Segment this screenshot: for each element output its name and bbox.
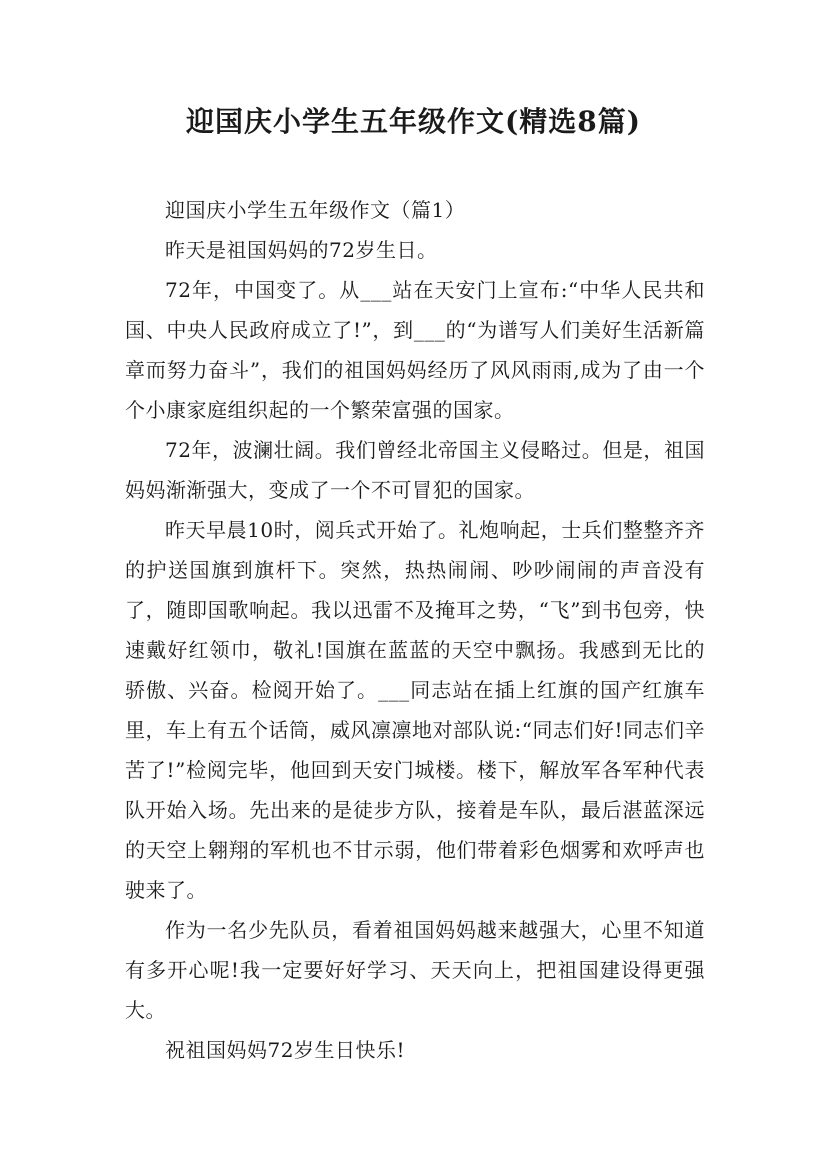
paragraph: 昨天是祖国妈妈的72岁生日。 [165, 238, 438, 262]
paragraph: 作为一名少先队员，看着祖国妈妈越来越强大，心里不知道有多开心呢!我一定要好好学习、天天向上，把祖国建设得更强大。 [125, 918, 705, 1022]
document-body [125, 190, 705, 1070]
section-heading: 迎国庆小学生五年级作文（篇1） [165, 198, 466, 222]
paragraph: 昨天早晨10时，阅兵式开始了。礼炮响起，士兵们整整齐齐的护送国旗到旗杆下。突然，热热闹闹、吵吵闹闹的声音没有了，随即国歌响起。我以迅雷不及掩耳之势，“飞”到书包旁，快速戴好红领巾，敬礼!国旗在蓝蓝的天空中飘扬。我感到无比的骄傲、兴奋。检阅开始了。___同志站在插上红旗的国产红旗车里，车上有五个话筒，威风凛凛地对部队说:“同志们好!同志们辛苦了!”检阅完毕，他回到天安门城楼。楼下，解放军各军种代表队开始入场。先出来的是徒步方队，接着是车队，最后湛蓝深远的天空上翱翔的军机也不甘示弱，他们带着彩色烟雾和欢呼声也驶来了。 [125, 518, 705, 902]
page-title: 迎国庆小学生五年级作文(精选8篇) [186, 105, 641, 138]
paragraph: 72年，中国变了。从___站在天安门上宣布:“中华人民共和国、中央人民政府成立了!”，到___的“为谱写人们美好生活新篇章而努力奋斗”，我们的祖国妈妈经历了风风雨雨,成为了由一个个小康家庭组织起的一个繁荣富强的国家。 [125, 278, 705, 422]
paragraph: 祝祖国妈妈72岁生日快乐! [165, 1038, 405, 1062]
paragraph: 72年，波澜壮阔。我们曾经北帝国主义侵略过。但是，祖国妈妈渐渐强大，变成了一个不可冒犯的国家。 [125, 438, 705, 502]
